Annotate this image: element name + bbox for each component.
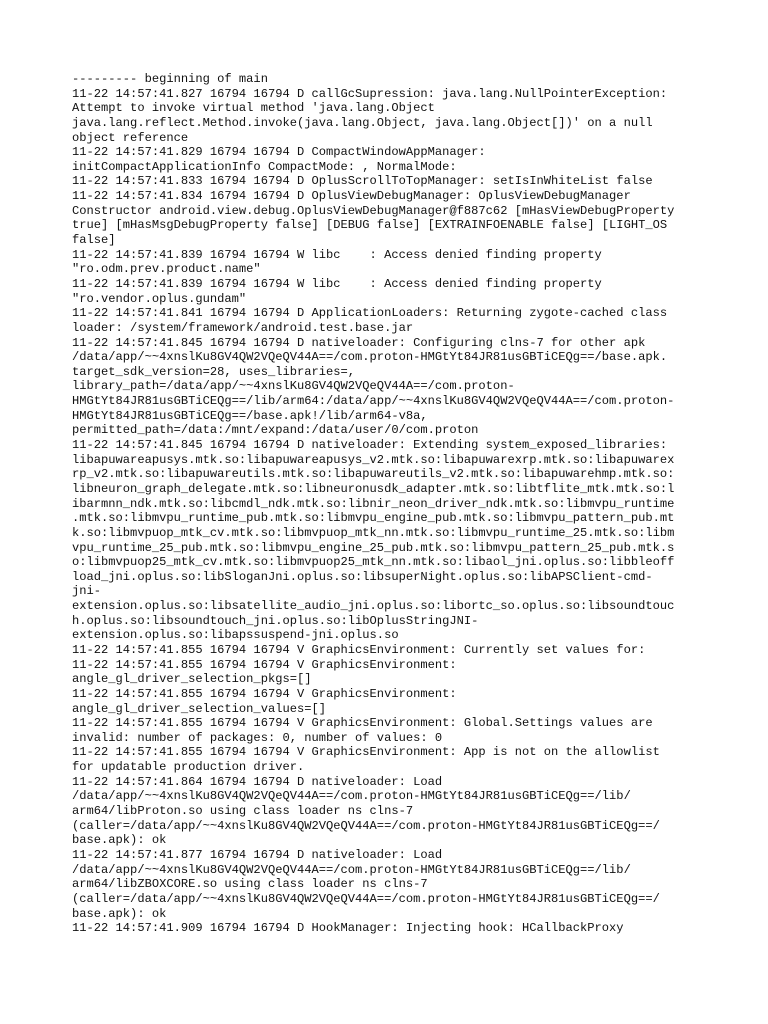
log-line: "ro.odm.prev.product.name" <box>72 262 261 277</box>
log-line: 11-22 14:57:41.839 16794 16794 W libc : Access denied finding property <box>72 247 602 262</box>
log-line: 11-22 14:57:41.855 16794 16794 V GraphicsEnvironment: Currently set values for: <box>72 642 646 657</box>
log-line: "ro.vendor.oplus.gundam" <box>72 291 247 306</box>
log-line: object reference <box>72 130 189 145</box>
log-line: loader: /system/framework/android.test.base.jar <box>72 320 414 335</box>
log-line: initCompactApplicationInfo CompactMode: , NormalMode: <box>72 159 457 174</box>
log-line: arm64/libProton.so using class loader ns clns-7 <box>72 804 414 819</box>
log-line: 11-22 14:57:41.877 16794 16794 D nativeloader: Load <box>72 847 443 862</box>
log-line: 11-22 14:57:41.864 16794 16794 D nativeloader: Load <box>72 774 443 789</box>
log-line: 11-22 14:57:41.834 16794 16794 D OplusViewDebugManager: OplusViewDebugManager <box>72 189 631 204</box>
log-line: (caller=/data/app/~~4xnslKu8GV4QW2VQeQV44A==/com.proton-HMGtYt84JR81usGBTiCEQg==/ <box>72 891 660 906</box>
log-line: 11-22 14:57:41.855 16794 16794 V GraphicsEnvironment: <box>72 686 457 701</box>
log-line: 11-22 14:57:41.855 16794 16794 V GraphicsEnvironment: <box>72 657 457 672</box>
log-line: for updatable production driver. <box>72 760 305 775</box>
log-line: base.apk): ok <box>72 833 167 848</box>
log-line: angle_gl_driver_selection_values=[] <box>72 701 327 716</box>
log-line: h.oplus.so:libsoundtouch_jni.oplus.so:libOplusStringJNI- <box>72 613 479 628</box>
log-line: /data/app/~~4xnslKu8GV4QW2VQeQV44A==/com.proton-HMGtYt84JR81usGBTiCEQg==/lib/ <box>72 789 631 804</box>
log-line: ibarmnn_ndk.mtk.so:libcmdl_ndk.mtk.so:libnir_neon_driver_ndk.mtk.so:libmvpu_runtime <box>72 496 675 511</box>
log-line: /data/app/~~4xnslKu8GV4QW2VQeQV44A==/com.proton-HMGtYt84JR81usGBTiCEQg==/lib/ <box>72 862 631 877</box>
log-line: extension.oplus.so:libsatellite_audio_jni.oplus.so:libortc_so.oplus.so:libsoundtouc <box>72 599 675 614</box>
log-line: libneuron_graph_delegate.mtk.so:libneuronusdk_adapter.mtk.so:libtflite_mtk.mtk.so:l <box>72 481 675 496</box>
log-line: vpu_runtime_25_pub.mtk.so:libmvpu_engine_25_pub.mtk.so:libmvpu_pattern_25_pub.mtk.s <box>72 540 675 555</box>
log-line: base.apk): ok <box>72 906 167 921</box>
log-line: 11-22 14:57:41.841 16794 16794 D ApplicationLoaders: Returning zygote-cached class <box>72 306 668 321</box>
log-line: 11-22 14:57:41.829 16794 16794 D CompactWindowAppManager: <box>72 145 486 160</box>
log-line: --------- beginning of main <box>72 72 268 86</box>
log-line: HMGtYt84JR81usGBTiCEQg==/base.apk!/lib/arm64-v8a, <box>72 408 428 423</box>
log-line: false] <box>72 233 116 248</box>
log-line: extension.oplus.so:libapssuspend-jni.oplus.so <box>72 628 399 643</box>
log-text-block <box>72 72 696 936</box>
log-line: invalid: number of packages: 0, number of values: 0 <box>72 730 443 745</box>
log-line: angle_gl_driver_selection_pkgs=[] <box>72 672 312 687</box>
log-line: java.lang.reflect.Method.invoke(java.lang.Object, java.lang.Object[])' on a null <box>72 115 653 130</box>
log-line: target_sdk_version=28, uses_libraries=, <box>72 364 356 379</box>
log-line: load_jni.oplus.so:libSloganJni.oplus.so:libsuperNight.oplus.so:libAPSClient-cmd- <box>72 569 653 584</box>
log-line: 11-22 14:57:41.845 16794 16794 D nativeloader: Configuring clns-7 for other apk <box>72 335 646 350</box>
log-line: rp_v2.mtk.so:libapuwareutils.mtk.so:libapuwareutils_v2.mtk.so:libapuwarehmp.mtk.so: <box>72 467 675 482</box>
log-line: permitted_path=/data:/mnt/expand:/data/user/0/com.proton <box>72 423 479 438</box>
log-line: 11-22 14:57:41.833 16794 16794 D OplusScrollToTopManager: setIsInWhiteList false <box>72 174 653 189</box>
log-line: jni- <box>72 584 102 599</box>
log-line: .mtk.so:libmvpu_runtime_pub.mtk.so:libmvpu_engine_pub.mtk.so:libmvpu_pattern_pub.mt <box>72 511 675 526</box>
log-line: 11-22 14:57:41.845 16794 16794 D nativeloader: Extending system_exposed_libraries: <box>72 438 668 453</box>
log-line: HMGtYt84JR81usGBTiCEQg==/lib/arm64:/data/app/~~4xnslKu8GV4QW2VQeQV44A==/com.proton- <box>72 394 675 409</box>
log-line: 11-22 14:57:41.839 16794 16794 W libc : Access denied finding property <box>72 276 602 291</box>
log-line: true] [mHasMsgDebugProperty false] [DEBUG false] [EXTRAINFOENABLE false] [LIGHT_OS <box>72 218 668 233</box>
log-line: k.so:libmvpuop_mtk_cv.mtk.so:libmvpuop_mtk_nn.mtk.so:libmvpu_runtime_25.mtk.so:libm <box>72 525 675 540</box>
log-line: 11-22 14:57:41.855 16794 16794 V GraphicsEnvironment: App is not on the allowlist <box>72 745 660 760</box>
log-line: arm64/libZBOXCORE.so using class loader ns clns-7 <box>72 877 428 892</box>
log-line: Constructor android.view.debug.OplusViewDebugManager@f887c62 [mHasViewDebugProperty <box>72 203 675 218</box>
log-line: o:libmvpuop25_mtk_cv.mtk.so:libmvpuop25_mtk_nn.mtk.so:libaol_jni.oplus.so:libbleoff <box>72 555 675 570</box>
log-line: 11-22 14:57:41.909 16794 16794 D HookManager: Injecting hook: HCallbackProxy <box>72 921 624 936</box>
log-line: libapuwareapusys.mtk.so:libapuwareapusys_v2.mtk.so:libapuwarexrp.mtk.so:libapuwarex <box>72 452 675 467</box>
log-line: /data/app/~~4xnslKu8GV4QW2VQeQV44A==/com.proton-HMGtYt84JR81usGBTiCEQg==/base.apk. <box>72 350 668 365</box>
log-line: 11-22 14:57:41.855 16794 16794 V GraphicsEnvironment: Global.Settings values are <box>72 716 653 731</box>
log-line: (caller=/data/app/~~4xnslKu8GV4QW2VQeQV44A==/com.proton-HMGtYt84JR81usGBTiCEQg==/ <box>72 818 660 833</box>
log-line: library_path=/data/app/~~4xnslKu8GV4QW2VQeQV44A==/com.proton- <box>72 379 515 394</box>
log-line: 11-22 14:57:41.827 16794 16794 D callGcSupression: java.lang.NullPointerException: <box>72 86 668 101</box>
log-line: Attempt to invoke virtual method 'java.lang.Object <box>72 101 435 116</box>
